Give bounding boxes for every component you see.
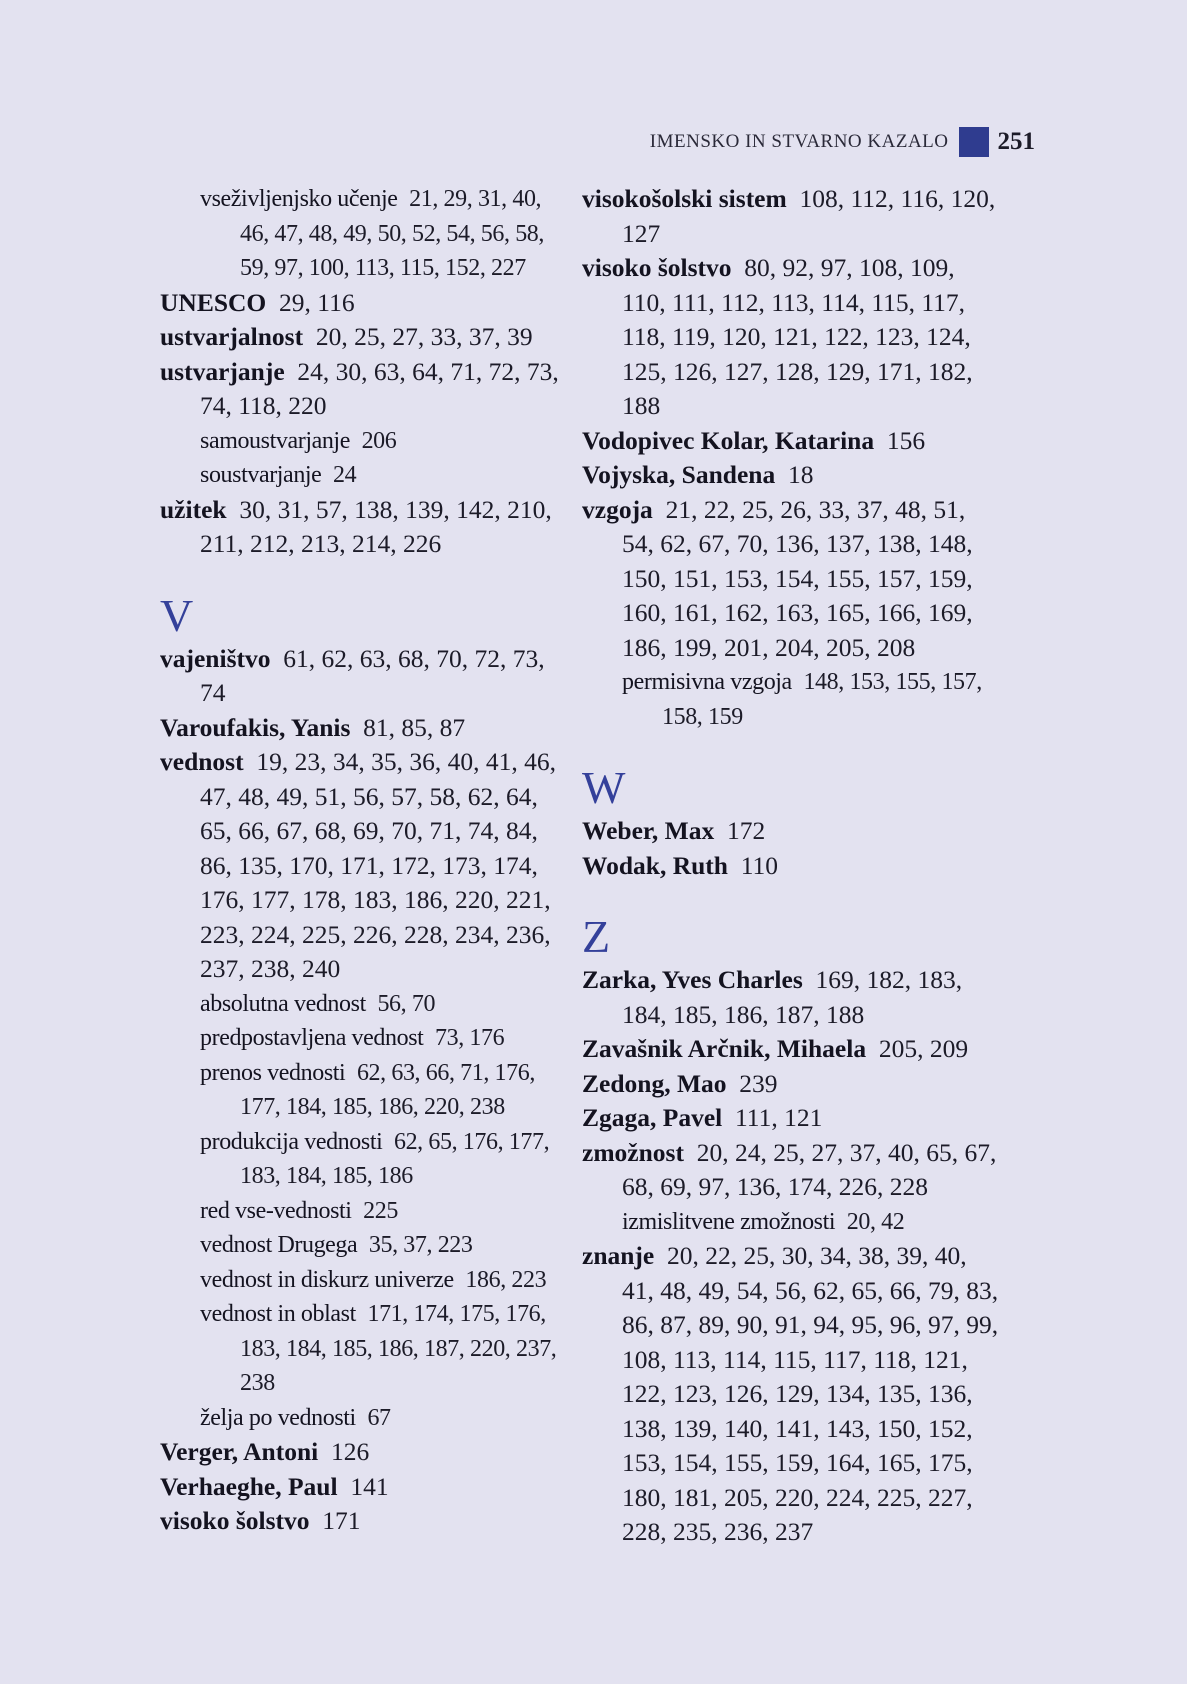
running-header: [650, 126, 1035, 158]
index-term: Varoufakis, Yanis: [160, 712, 351, 742]
index-entry: [160, 355, 570, 424]
index-entry: [160, 1470, 570, 1505]
index-section-w: [582, 814, 1002, 883]
header-title: IMENSKO IN STVARNO KAZALO: [649, 131, 949, 152]
index-term: vednost: [160, 747, 244, 776]
index-term: Zavašnik Arčnik, Mihaela: [582, 1034, 867, 1063]
index-subentry: [582, 665, 1002, 734]
index-page-refs: 239: [739, 1068, 778, 1098]
index-page-refs: 108, 112, 116, 120, 127: [622, 184, 996, 248]
index-subentry: [160, 1056, 570, 1125]
section-letter-z: Z: [582, 911, 611, 962]
index-entry: [582, 814, 1002, 849]
index-subentry: [160, 1021, 570, 1056]
index-page-refs: 24, 30, 63, 64, 71, 72, 73, 74, 118, 220: [200, 356, 559, 420]
index-page-refs: 169, 182, 183, 184, 185, 186, 187, 188: [622, 965, 963, 1029]
index-page-refs: 20, 42: [846, 1208, 905, 1235]
index-column-right: [582, 182, 1002, 1550]
index-subentry: [160, 1297, 570, 1401]
index-term: užitek: [160, 494, 227, 524]
index-page-refs: 24: [333, 462, 357, 488]
index-entry: [160, 745, 570, 987]
index-subentry: [160, 1401, 570, 1436]
index-entry: [160, 642, 570, 711]
index-subentry: [160, 424, 570, 459]
index-subentry: [160, 1263, 570, 1298]
index-section-z: [582, 963, 1002, 1550]
index-term: samoustvarjanje: [200, 427, 350, 454]
index-page-refs: 225: [363, 1197, 398, 1224]
index-term: ustvarjalnost: [160, 322, 304, 351]
index-page-refs: 19, 23, 34, 35, 36, 40, 41, 46, 47, 48, 49, 51, 56, 57, 58, 62, 64, 65, 66, 67, 68, 69, 70, 71, 74, 84, 86, 135, 170, 171, 172, 173, 174, 176, 177, 178, 183, 186, 220, 221, 223, 224, 225, 226, 228, 234, 236, 237, 238, 240: [200, 747, 556, 983]
index-entry: [160, 286, 570, 321]
index-page-refs: 18: [787, 460, 814, 489]
index-page-refs: 141: [350, 1471, 389, 1501]
index-page-refs: 62, 63, 66, 71, 176, 177, 184, 185, 186, 220, 238: [240, 1059, 535, 1120]
index-entry: [160, 320, 570, 355]
index-page-refs: 206: [361, 427, 397, 454]
index-subentry: [160, 1228, 570, 1263]
index-entry: [160, 1435, 570, 1470]
section-letter-w: W: [582, 762, 626, 813]
index-entry: [582, 963, 1002, 1032]
index-page-refs: 186, 223: [465, 1266, 547, 1293]
index-page-refs: 156: [886, 425, 926, 455]
index-term: UNESCO: [160, 287, 267, 317]
index-page-refs: 171, 174, 175, 176, 183, 184, 185, 186, 187, 220, 237, 238: [240, 1301, 557, 1396]
index-section-v-continued: [582, 182, 1002, 734]
page-number: 251: [997, 128, 1035, 155]
index-subentry: [582, 1205, 1002, 1240]
index-entry: [582, 1067, 1002, 1102]
index-term: Verhaeghe, Paul: [160, 1471, 338, 1501]
index-page-refs: 35, 37, 223: [368, 1232, 473, 1258]
index-entry: [582, 1239, 1002, 1550]
index-term: vajeništvo: [160, 643, 271, 673]
index-entry: [582, 251, 1002, 424]
index-page-refs: 61, 62, 63, 68, 70, 72, 73, 74: [200, 643, 545, 707]
index-page-refs: 20, 24, 25, 27, 37, 40, 65, 67, 68, 69, 97, 136, 174, 226, 228: [622, 1137, 997, 1201]
index-term: ustvarjanje: [160, 356, 285, 386]
index-term: vseživljenjsko učenje: [200, 186, 398, 212]
index-term: produkcija vednosti: [200, 1128, 383, 1155]
index-term: vednost Drugega: [200, 1232, 358, 1258]
index-subentry: [160, 987, 570, 1022]
index-page-refs: 73, 176: [435, 1025, 505, 1051]
index-term: Vodopivec Kolar, Katarina: [582, 425, 875, 455]
index-entry: [160, 711, 570, 746]
index-page-refs: 205, 209: [878, 1034, 969, 1063]
index-page-refs: 21, 22, 25, 26, 33, 37, 48, 51, 54, 62, 67, 70, 136, 137, 138, 148, 150, 151, 153, 154, 155, 157, 159, 160, 161, 162, 163, 165, 166, 169, 186, 199, 201, 204, 205, 208: [622, 494, 973, 662]
index-term: znanje: [582, 1241, 655, 1270]
index-page-refs: 111, 121: [735, 1103, 823, 1132]
index-section-u: [160, 182, 570, 562]
index-page-refs: 171: [322, 1506, 361, 1535]
index-term: prenos vednosti: [200, 1059, 346, 1086]
index-term: vednost in oblast: [200, 1301, 356, 1327]
index-term: Zgaga, Pavel: [582, 1103, 723, 1132]
index-entry: [582, 493, 1002, 666]
index-page-refs: 20, 25, 27, 33, 37, 39: [315, 322, 533, 351]
index-page-refs: 126: [330, 1437, 370, 1466]
index-entry: [582, 1032, 1002, 1067]
index-page-refs: 30, 31, 57, 138, 139, 142, 210, 211, 212, 213, 214, 226: [200, 494, 552, 558]
index-subentry: [160, 182, 570, 286]
index-term: visokošolski sistem: [582, 184, 787, 213]
index-entry: [160, 1504, 570, 1539]
index-page-refs: 172: [726, 816, 766, 845]
index-term: red vse-vednosti: [200, 1197, 352, 1224]
index-term: Vojyska, Sandena: [582, 460, 776, 489]
section-letter-v: V: [160, 589, 194, 641]
index-page-refs: 80, 92, 97, 108, 109, 110, 111, 112, 113, 114, 115, 117, 118, 119, 120, 121, 122, 123, 124, 125, 126, 127, 128, 129, 171, 182, 188: [622, 253, 973, 420]
index-term: Zarka, Yves Charles: [582, 965, 803, 994]
index-subentry: [160, 1125, 570, 1194]
index-entry: [160, 493, 570, 562]
index-term: visoko šolstvo: [582, 253, 732, 282]
index-term: vednost in diskurz univerze: [200, 1266, 454, 1293]
index-entry: [582, 458, 1002, 493]
index-page-refs: 110: [740, 850, 779, 880]
index-term: Zedong, Mao: [582, 1068, 727, 1098]
index-term: visoko šolstvo: [160, 1506, 310, 1535]
index-term: izmislitvene zmožnosti: [622, 1208, 836, 1235]
index-section-v: [160, 642, 570, 1539]
index-page-refs: 62, 65, 176, 177, 183, 184, 185, 186: [240, 1128, 550, 1189]
index-page-refs: 29, 116: [279, 287, 355, 317]
index-term: permisivna vzgoja: [622, 669, 792, 695]
index-term: vzgoja: [582, 494, 653, 524]
index-page-refs: 56, 70: [377, 990, 436, 1017]
index-page-refs: 20, 22, 25, 30, 34, 38, 39, 40, 41, 48, 49, 54, 56, 62, 65, 66, 79, 83, 86, 87, 89, 90, 91, 94, 95, 96, 97, 99, 108, 113, 114, 115, 117, 118, 121, 122, 123, 126, 129, 134, 135, 136, 138, 139, 140, 141, 143, 150, 152, 153, 154, 155, 159, 164, 165, 175, 180, 181, 205, 220, 224, 225, 227, 228, 235, 236, 237: [622, 1241, 999, 1546]
index-entry: [582, 424, 1002, 459]
index-entry: [582, 849, 1002, 884]
index-term: želja po vednosti: [200, 1404, 356, 1431]
index-term: soustvarjanje: [200, 462, 322, 488]
index-entry: [582, 1136, 1002, 1205]
index-entry: [582, 1101, 1002, 1136]
index-column-left: [160, 182, 570, 1539]
index-page-refs: 148, 153, 155, 157, 158, 159: [662, 669, 982, 730]
index-term: zmožnost: [582, 1137, 684, 1167]
index-entry: [582, 182, 1002, 251]
index-page-refs: 81, 85, 87: [363, 712, 466, 742]
index-term: Wodak, Ruth: [582, 850, 728, 880]
index-subentry: [160, 1194, 570, 1229]
index-term: predpostavljena vednost: [200, 1025, 424, 1051]
index-term: Weber, Max: [582, 816, 715, 845]
index-term: Verger, Antoni: [160, 1437, 319, 1466]
index-term: absolutna vednost: [200, 990, 366, 1017]
index-subentry: [160, 458, 570, 493]
index-page-refs: 21, 29, 31, 40, 46, 47, 48, 49, 50, 52, 54, 56, 58, 59, 97, 100, 113, 115, 152, 227: [240, 186, 545, 281]
header-accent-square: [959, 127, 989, 157]
index-page-refs: 67: [367, 1404, 391, 1431]
